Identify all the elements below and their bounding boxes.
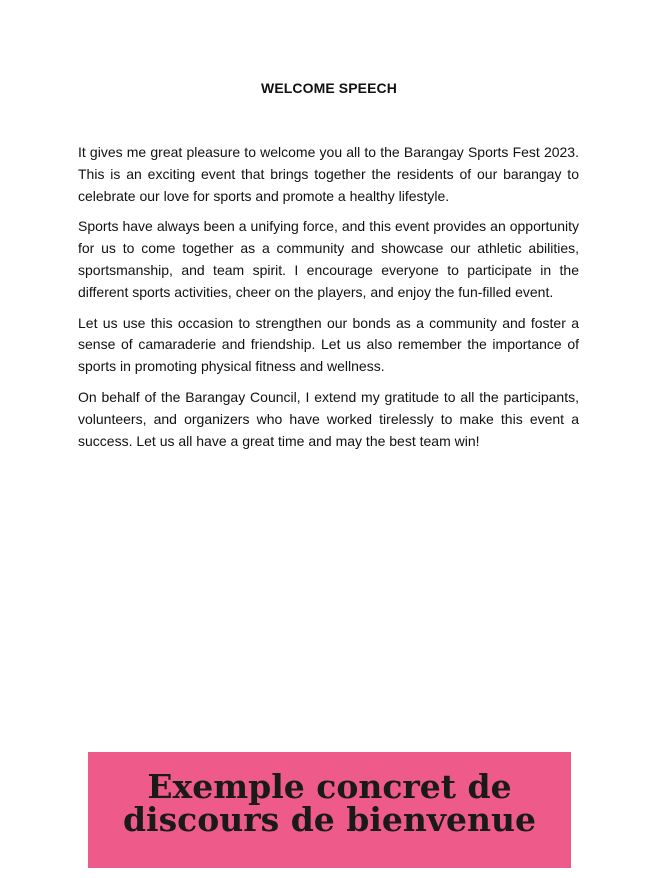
speech-body (78, 142, 579, 461)
speech-paragraph: On behalf of the Barangay Council, I extend my gratitude to all the participants, volunteers, and organizers who have worked tirelessly to make this event a success. Let us all have a great time and may the best team win! (78, 388, 579, 449)
page-title: WELCOME SPEECH (261, 80, 397, 96)
speech-paragraph: Let us use this occasion to strengthen our bonds as a community and foster a sense of camaraderie and friendship. Let us also remember the importance of sports in promoting physical fitness and wellness. (78, 314, 579, 375)
banner-caption: Exemple concret de discours de bienvenue (122, 767, 537, 839)
speech-paragraph: It gives me great pleasure to welcome you all to the Barangay Sports Fest 2023. This is an exciting event that brings together the residents of our barangay to celebrate our love for sports and promote a healthy lifestyle. (78, 144, 579, 204)
speech-paragraph: Sports have always been a unifying force, and this event provides an opportunity for us to come together as a community and showcase our athletic abilities, sportsmanship, and team spirit. I encourage everyone to participate in the different sports activities, cheer on the players, and enjoy the fun-filled event. (78, 218, 579, 300)
caption-banner (88, 752, 571, 868)
